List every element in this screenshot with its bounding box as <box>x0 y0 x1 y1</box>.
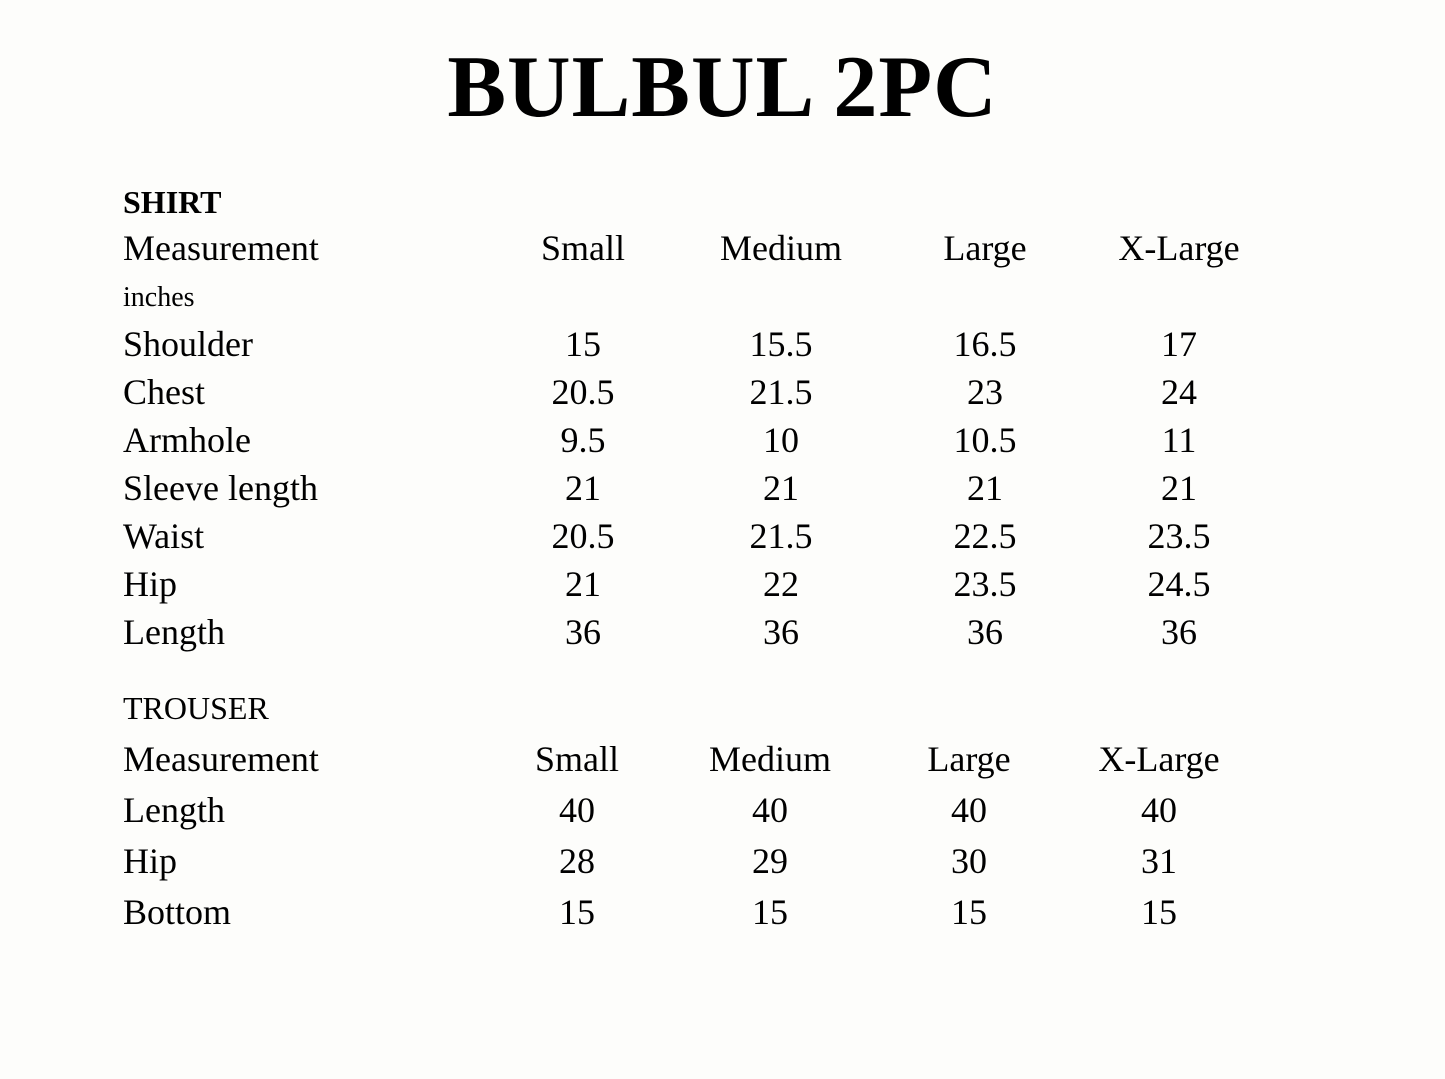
row-value: 36 <box>763 612 799 652</box>
row-value: 31 <box>1141 841 1177 881</box>
row-value: 23 <box>967 372 1003 412</box>
row-value: 23.5 <box>953 564 1017 604</box>
row-value: 21 <box>967 468 1003 508</box>
row-value: 40 <box>951 790 987 830</box>
table-row <box>0 416 1445 464</box>
row-value: 21.5 <box>749 516 813 556</box>
row-value: 36 <box>1161 612 1197 652</box>
trouser-header-row <box>0 733 1445 785</box>
row-value: 15 <box>951 892 987 932</box>
row-value: 10 <box>763 420 799 460</box>
table-row <box>0 368 1445 416</box>
table-row <box>0 835 1445 887</box>
row-value: 15 <box>752 892 788 932</box>
shirt-header-size-large: Large <box>943 228 1027 268</box>
row-value: 20.5 <box>551 372 615 412</box>
row-label: Length <box>123 612 225 652</box>
row-label: Bottom <box>123 892 232 932</box>
trouser-header-size-medium: Medium <box>709 739 831 779</box>
table-row <box>0 464 1445 512</box>
row-label: Armhole <box>123 420 251 460</box>
trouser-heading: TROUSER <box>123 690 269 726</box>
row-value: 21 <box>1161 468 1197 508</box>
row-value: 21.5 <box>749 372 813 412</box>
shirt-header-size-small: Small <box>540 228 625 268</box>
row-value: 24 <box>1161 372 1197 412</box>
row-value: 16.5 <box>953 324 1017 364</box>
trouser-header-size-large: Large <box>927 739 1011 779</box>
row-value: 22.5 <box>953 516 1017 556</box>
row-value: 23.5 <box>1147 516 1211 556</box>
row-label: Hip <box>123 841 177 881</box>
trouser-header-size-small: Small <box>534 739 619 779</box>
row-value: 21 <box>763 468 799 508</box>
row-value: 15.5 <box>749 324 813 364</box>
shirt-header-measurement: Measurement <box>123 228 319 268</box>
trouser-header-size-xlarge: X-Large <box>1098 739 1220 779</box>
row-value: 36 <box>565 612 601 652</box>
row-value: 10.5 <box>953 420 1017 460</box>
row-value: 21 <box>565 468 601 508</box>
row-value: 15 <box>559 892 595 932</box>
row-value: 36 <box>967 612 1003 652</box>
row-value: 40 <box>559 790 595 830</box>
row-label: Shoulder <box>123 324 253 364</box>
shirt-header-row <box>0 224 1445 272</box>
row-label: Chest <box>123 372 206 412</box>
table-row <box>0 886 1445 938</box>
table-row <box>0 784 1445 836</box>
row-value: 28 <box>559 841 595 881</box>
row-value: 17 <box>1161 324 1197 364</box>
row-value: 22 <box>763 564 799 604</box>
table-row <box>0 608 1445 656</box>
page-title: BULBUL 2PC <box>447 39 998 136</box>
shirt-header-size-medium: Medium <box>720 228 842 268</box>
row-value: 21 <box>565 564 601 604</box>
row-value: 40 <box>752 790 788 830</box>
shirt-header-size-xlarge: X-Large <box>1118 228 1240 268</box>
table-row <box>0 560 1445 608</box>
row-label: Length <box>123 790 225 830</box>
trouser-header-measurement: Measurement <box>123 739 319 779</box>
row-value: 11 <box>1161 420 1197 460</box>
table-row <box>0 320 1445 368</box>
row-label: Sleeve length <box>123 468 318 508</box>
row-value: 15 <box>1141 892 1177 932</box>
row-value: 9.5 <box>560 420 606 460</box>
row-value: 30 <box>951 841 987 881</box>
table-row <box>0 512 1445 560</box>
row-label: Waist <box>123 516 205 556</box>
row-value: 29 <box>752 841 788 881</box>
row-value: 20.5 <box>551 516 615 556</box>
row-value: 24.5 <box>1147 564 1211 604</box>
row-label: Hip <box>123 564 177 604</box>
row-value: 40 <box>1141 790 1177 830</box>
shirt-unit-label: inches <box>123 282 195 313</box>
shirt-heading: SHIRT <box>123 184 222 220</box>
row-value: 15 <box>565 324 601 364</box>
